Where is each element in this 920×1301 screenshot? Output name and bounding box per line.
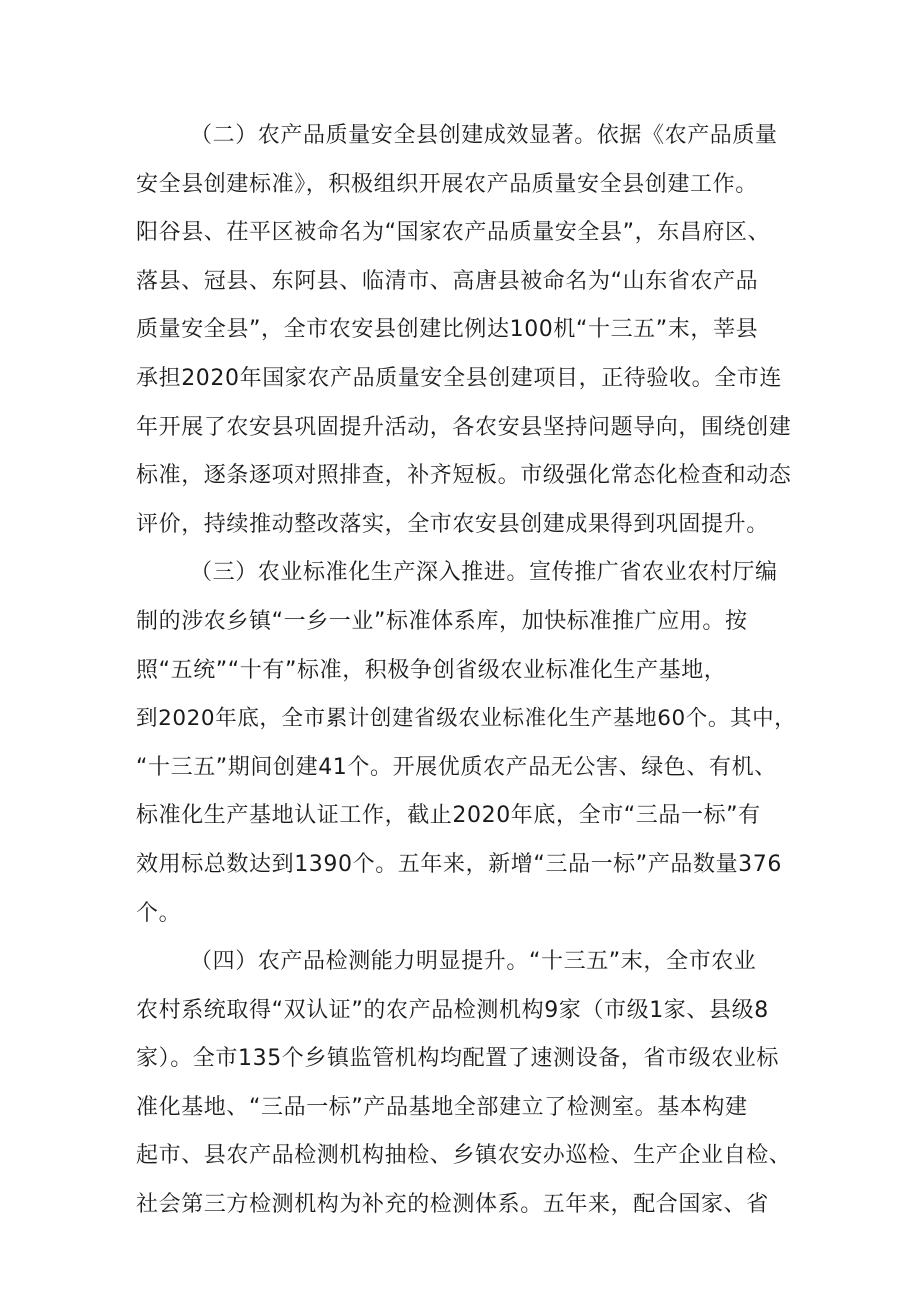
paragraph-line: 照“五统”“十有”标准，积极争创省级农业标准化生产基地， bbox=[136, 657, 727, 683]
paragraph-line: 制的涉农乡镇“一乡一业”标准体系库，加快标准推广应用。按 bbox=[136, 608, 748, 634]
paragraph-line: 个。 bbox=[136, 900, 182, 926]
paragraph-first-line: （三）农业标准化生产深入推进。宣传推广省农业农村厅编 bbox=[190, 560, 778, 586]
paragraph-line: 准化基地、“三品一标”产品基地全部建立了检测室。基本构建 bbox=[136, 1094, 748, 1120]
paragraph-first-line: （二）农产品质量安全县创建成效显著。依据《农产品质量 bbox=[190, 123, 778, 148]
paragraph-line: 农村系统取得“双认证”的农产品检测机构9家（市级1家、县级8 bbox=[136, 997, 769, 1023]
paragraph-line: 安全县创建标准》，积极组织开展农产品质量安全县创建工作。 bbox=[136, 171, 758, 197]
paragraph-line: 社会第三方检测机构为补充的检测体系。五年来，配合国家、省 bbox=[136, 1192, 769, 1218]
paragraph-line: 质量安全县”，全市农安县创建比例达100机“十三五”末，莘县 bbox=[136, 317, 759, 343]
paragraph-line: 标准化生产基地认证工作，截止2020年底，全市“三品一标”有 bbox=[136, 803, 761, 829]
paragraph-line: 家）。全市135个乡镇监管机构均配置了速测设备，省市级农业标 bbox=[136, 1046, 779, 1072]
paragraph-first-line: （四）农产品检测能力明显提升。“十三五”末，全市农业 bbox=[190, 949, 757, 975]
paragraph-line: 落县、冠县、东阿县、临清市、高唐县被命名为“山东省农产品 bbox=[136, 268, 759, 294]
document-body bbox=[136, 112, 796, 1230]
paragraph-line: 评价，持续推动整改落实，全市农安县创建成果得到巩固提升。 bbox=[136, 511, 769, 537]
paragraph-line: 阳谷县、茌平区被命名为“国家农产品质量安全县”，东昌府区、 bbox=[136, 220, 771, 246]
paragraph-line: 承担2020年国家农产品质量安全县创建项目，正待验收。全市连 bbox=[136, 365, 782, 391]
paragraph-line: “十三五”期间创建41个。开展优质农产品无公害、绿色、有机、 bbox=[136, 754, 777, 780]
paragraph-line: 年开展了农安县巩固提升活动，各农安县坚持问题导向，围绕创建 bbox=[136, 414, 792, 440]
paragraph-line: 到2020年底，全市累计创建省级农业标准化生产基地60个。其中， bbox=[136, 706, 797, 732]
paragraph-line: 效用标总数达到1390个。五年来，新增“三品一标”产品数量376 bbox=[136, 851, 782, 877]
paragraph-line: 起市、县农产品检测机构抽检、乡镇农安办巡检、生产企业自检、 bbox=[136, 1143, 792, 1169]
paragraph-line: 标准，逐条逐项对照排查，补齐短板。市级强化常态化检查和动态 bbox=[136, 463, 792, 489]
